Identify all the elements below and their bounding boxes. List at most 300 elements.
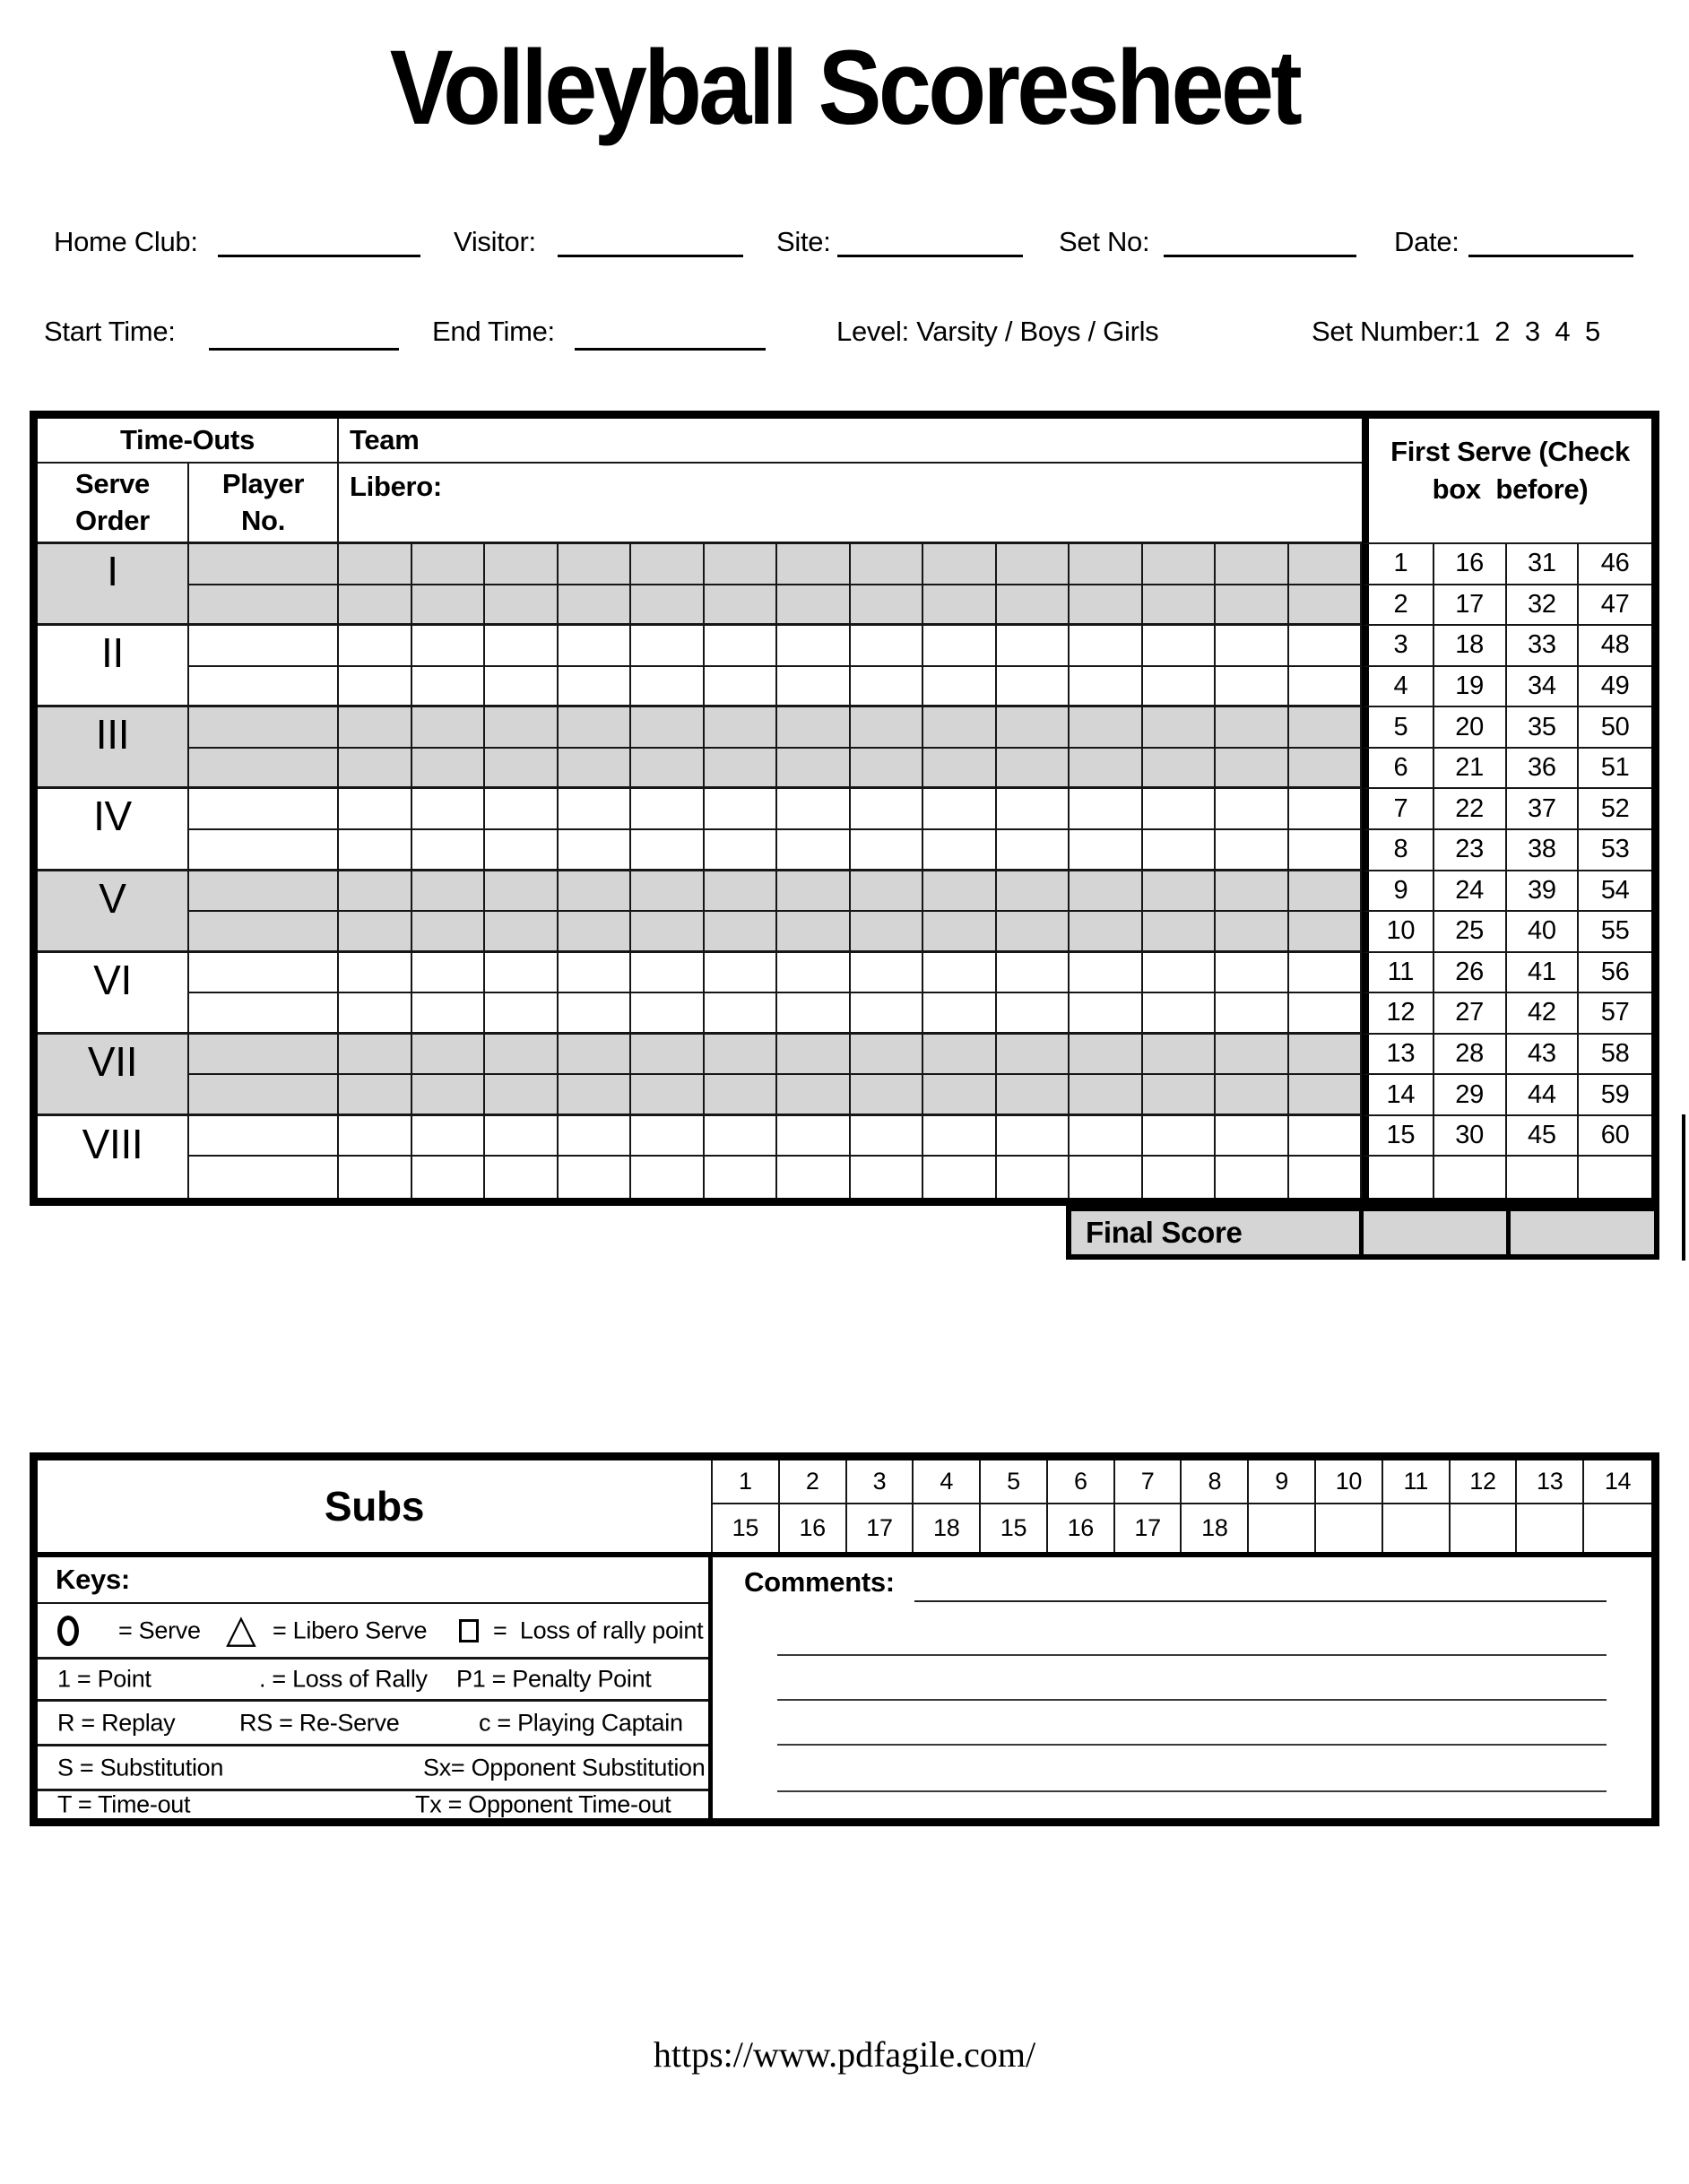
first-serve-header-line1: First Serve (Check — [1390, 436, 1630, 467]
first-serve-number-cell: 14 — [1362, 1075, 1434, 1116]
score-cell — [705, 993, 778, 1035]
subs-cell: 14 — [1584, 1460, 1651, 1504]
score-cell — [485, 953, 559, 994]
serve-key-label: = Serve — [118, 1616, 201, 1643]
score-cell — [777, 1157, 851, 1198]
score-cell — [412, 707, 486, 749]
score-cell — [1070, 830, 1143, 871]
first-serve-number-cell: 38 — [1507, 830, 1580, 871]
site-blank — [837, 255, 1023, 257]
first-serve-number-cell: 50 — [1579, 707, 1651, 749]
subs-cell: 17 — [847, 1504, 914, 1552]
first-serve-number-cell: 28 — [1434, 1035, 1507, 1076]
score-cell — [412, 953, 486, 994]
subs-cell: 12 — [1451, 1460, 1518, 1504]
player-no-header: Player No. — [189, 464, 339, 544]
keys-row-timeout: T = Time-out Tx = Opponent Time-out — [57, 1790, 671, 1818]
first-serve-number-cell: 37 — [1507, 789, 1580, 830]
score-cell — [339, 707, 412, 749]
score-cell — [631, 871, 705, 913]
score-cell — [1216, 1035, 1289, 1076]
score-cell — [777, 789, 851, 830]
score-cell — [705, 953, 778, 994]
score-cell — [997, 912, 1070, 953]
final-score-box-2 — [1511, 1211, 1654, 1254]
score-cell — [1216, 749, 1289, 790]
score-cell — [777, 707, 851, 749]
score-cell — [485, 1116, 559, 1157]
start-time-label: Start Time: — [44, 316, 176, 347]
score-cell — [412, 1157, 486, 1198]
subs-cell: 18 — [1182, 1504, 1249, 1552]
first-serve-number-cell: 8 — [1362, 830, 1434, 871]
score-cell — [631, 544, 705, 585]
first-serve-number-cell: 27 — [1434, 993, 1507, 1035]
score-cell — [1289, 789, 1363, 830]
score-cell — [997, 830, 1070, 871]
score-cell — [777, 871, 851, 913]
score-cell — [923, 749, 997, 790]
score-cell — [851, 1157, 924, 1198]
score-cell — [777, 585, 851, 627]
first-serve-number-cell: 20 — [1434, 707, 1507, 749]
first-serve-number-cell: 15 — [1362, 1116, 1434, 1157]
score-cell — [923, 993, 997, 1035]
score-cell — [1070, 544, 1143, 585]
score-cell — [1289, 993, 1363, 1035]
comments-label: Comments: — [744, 1566, 895, 1598]
score-cell — [339, 789, 412, 830]
score-cell — [1143, 707, 1217, 749]
keys-row-replay: R = Replay RS = Re-Serve c = Playing Captain — [38, 1702, 708, 1746]
subs-cell: 16 — [1048, 1504, 1115, 1552]
first-serve-number-cell: 5 — [1362, 707, 1434, 749]
score-cell — [851, 1075, 924, 1116]
score-cell — [705, 789, 778, 830]
score-cell — [412, 912, 486, 953]
subs-cell: 4 — [914, 1460, 981, 1504]
first-serve-number-cell: 26 — [1434, 953, 1507, 994]
score-cell — [1289, 871, 1363, 913]
player-no-cell — [189, 667, 339, 708]
subs-cell — [1249, 1504, 1316, 1552]
score-cell — [559, 667, 632, 708]
first-serve-number-cell: 2 — [1362, 585, 1434, 627]
player-no-cell — [189, 871, 339, 913]
score-cell — [705, 1075, 778, 1116]
subs-cell: 11 — [1383, 1460, 1451, 1504]
score-cell — [485, 871, 559, 913]
score-cell — [851, 912, 924, 953]
first-serve-number-cell: 51 — [1579, 749, 1651, 790]
date-label: Date: — [1394, 226, 1459, 257]
score-cell — [1070, 1116, 1143, 1157]
score-cell — [485, 585, 559, 627]
score-cell — [485, 749, 559, 790]
score-cell — [777, 953, 851, 994]
score-cell — [1070, 1157, 1143, 1198]
first-serve-number-cell: 49 — [1579, 667, 1651, 708]
score-cell — [923, 585, 997, 627]
score-cell — [1216, 953, 1289, 994]
score-cell — [777, 749, 851, 790]
first-serve-number-cell: 3 — [1362, 626, 1434, 667]
first-serve-number-cell: 22 — [1434, 789, 1507, 830]
score-cell — [777, 1035, 851, 1076]
score-cell — [412, 749, 486, 790]
footer-url[interactable]: https://www.pdfagile.com/ — [653, 2034, 1036, 2075]
score-cell — [777, 993, 851, 1035]
score-cell — [559, 749, 632, 790]
score-cell — [631, 585, 705, 627]
score-cell — [923, 1157, 997, 1198]
score-cell — [1143, 544, 1217, 585]
score-cell — [1070, 993, 1143, 1035]
first-serve-number-cell: 39 — [1507, 871, 1580, 913]
score-cell — [485, 707, 559, 749]
first-serve-number-cell: 57 — [1579, 993, 1651, 1035]
score-cell — [1216, 544, 1289, 585]
score-cell — [923, 871, 997, 913]
score-cell — [559, 1157, 632, 1198]
first-serve-number-cell: 32 — [1507, 585, 1580, 627]
first-serve-number-cell — [1362, 1157, 1434, 1198]
score-cell — [412, 871, 486, 913]
score-cell — [559, 1075, 632, 1116]
score-cell — [997, 585, 1070, 627]
score-cell — [777, 912, 851, 953]
serve-order-cell: VI — [38, 953, 189, 1035]
first-serve-number-cell: 10 — [1362, 912, 1434, 953]
player-no-cell — [189, 912, 339, 953]
serve-order-cell: I — [38, 544, 189, 626]
serve-order-cell: III — [38, 707, 189, 789]
score-cell — [705, 707, 778, 749]
score-cell — [1216, 1075, 1289, 1116]
first-serve-number-cell: 16 — [1434, 544, 1507, 585]
score-cell — [1289, 953, 1363, 994]
score-cell — [1289, 749, 1363, 790]
first-serve-header-line2: box before) — [1432, 472, 1589, 505]
first-serve-number-cell: 58 — [1579, 1035, 1651, 1076]
start-time-blank — [209, 348, 399, 351]
score-cell — [631, 749, 705, 790]
final-score-box-1 — [1364, 1211, 1511, 1254]
score-cell — [631, 626, 705, 667]
score-cell — [923, 544, 997, 585]
score-cell — [1216, 789, 1289, 830]
score-cell — [559, 953, 632, 994]
player-no-cell — [189, 585, 339, 627]
score-table — [30, 411, 1659, 1206]
bottom-section — [30, 1452, 1659, 1826]
score-cell — [851, 789, 924, 830]
score-cell — [1143, 1116, 1217, 1157]
keys-row-substitution: S = Substitution Sx= Opponent Substitution — [38, 1746, 708, 1791]
score-cell — [339, 1075, 412, 1116]
score-cell — [997, 1116, 1070, 1157]
set-number-label: Set Number:1 2 3 4 5 — [1312, 316, 1600, 347]
subs-cell — [1316, 1504, 1383, 1552]
first-serve-number-cell: 12 — [1362, 993, 1434, 1035]
score-cell — [851, 953, 924, 994]
level-label: Level: Varsity / Boys / Girls — [836, 316, 1159, 347]
score-cell — [851, 707, 924, 749]
score-cell — [1289, 1116, 1363, 1157]
score-cell — [777, 626, 851, 667]
score-cell — [1070, 871, 1143, 913]
score-cell — [1070, 912, 1143, 953]
score-cell — [412, 544, 486, 585]
score-cell — [923, 1075, 997, 1116]
first-serve-number-cell: 21 — [1434, 749, 1507, 790]
score-cell — [1143, 1075, 1217, 1116]
first-serve-number-cell: 7 — [1362, 789, 1434, 830]
subs-cell: 18 — [914, 1504, 981, 1552]
score-cell — [705, 544, 778, 585]
score-cell — [339, 667, 412, 708]
player-no-cell — [189, 1075, 339, 1116]
score-cell — [631, 1075, 705, 1116]
score-cell — [485, 626, 559, 667]
score-cell — [1216, 626, 1289, 667]
first-serve-number-cell: 48 — [1579, 626, 1651, 667]
subs-cell — [1451, 1504, 1518, 1552]
score-cell — [631, 993, 705, 1035]
score-cell — [1216, 1157, 1289, 1198]
score-cell — [1143, 585, 1217, 627]
score-cell — [705, 830, 778, 871]
comments-line — [777, 1744, 1607, 1746]
score-cell — [412, 830, 486, 871]
subs-cell: 17 — [1115, 1504, 1182, 1552]
first-serve-number-cell: 34 — [1507, 667, 1580, 708]
first-serve-number-cell: 18 — [1434, 626, 1507, 667]
comments-line — [914, 1600, 1607, 1602]
serve-circle-icon — [57, 1616, 79, 1646]
site-label: Site: — [776, 226, 831, 257]
first-serve-number-cell: 59 — [1579, 1075, 1651, 1116]
score-cell — [1289, 1035, 1363, 1076]
score-cell — [559, 585, 632, 627]
subs-cell: 7 — [1115, 1460, 1182, 1504]
first-serve-number-cell: 35 — [1507, 707, 1580, 749]
score-cell — [851, 871, 924, 913]
keys-panel — [38, 1552, 713, 1818]
subs-cell: 16 — [780, 1504, 847, 1552]
score-cell — [631, 830, 705, 871]
score-cell — [339, 544, 412, 585]
score-cell — [923, 1035, 997, 1076]
first-serve-number-cell: 55 — [1579, 912, 1651, 953]
score-cell — [1070, 1035, 1143, 1076]
score-cell — [777, 830, 851, 871]
score-cell — [1289, 707, 1363, 749]
score-cell — [1143, 626, 1217, 667]
score-cell — [485, 830, 559, 871]
score-cell — [559, 871, 632, 913]
score-cell — [997, 667, 1070, 708]
first-serve-number-cell: 17 — [1434, 585, 1507, 627]
score-cell — [997, 626, 1070, 667]
score-cell — [851, 830, 924, 871]
score-cell — [851, 1035, 924, 1076]
score-cell — [1143, 749, 1217, 790]
score-cell — [412, 667, 486, 708]
score-cell — [1143, 789, 1217, 830]
player-no-cell — [189, 749, 339, 790]
serve-order-cell: VII — [38, 1035, 189, 1116]
libero-serve-key-label: = Libero Serve — [273, 1616, 428, 1643]
subs-cell: 15 — [713, 1504, 780, 1552]
score-cell — [851, 544, 924, 585]
score-cell — [1143, 1035, 1217, 1076]
score-cell — [1289, 912, 1363, 953]
score-cell — [1216, 707, 1289, 749]
score-cell — [631, 953, 705, 994]
score-cell — [997, 544, 1070, 585]
score-cell — [997, 871, 1070, 913]
score-cell — [485, 912, 559, 953]
score-cell — [485, 1075, 559, 1116]
serve-order-cell: IV — [38, 789, 189, 871]
subs-cell: 15 — [981, 1504, 1048, 1552]
score-cell — [1070, 1075, 1143, 1116]
score-cell — [412, 1075, 486, 1116]
score-cell — [923, 789, 997, 830]
score-cell — [705, 585, 778, 627]
score-cell — [485, 667, 559, 708]
first-serve-number-cell: 6 — [1362, 749, 1434, 790]
keys-row-point: 1 = Point . = Loss of Rally P1 = Penalty Point — [38, 1660, 708, 1702]
score-cell — [1070, 953, 1143, 994]
first-serve-number-cell: 56 — [1579, 953, 1651, 994]
score-cell — [412, 993, 486, 1035]
score-cell — [997, 1157, 1070, 1198]
score-cell — [851, 993, 924, 1035]
subs-cell: 3 — [847, 1460, 914, 1504]
score-cell — [923, 667, 997, 708]
first-serve-number-cell: 47 — [1579, 585, 1651, 627]
visitor-blank — [558, 255, 743, 257]
score-cell — [631, 707, 705, 749]
score-cell — [339, 953, 412, 994]
score-cell — [1143, 993, 1217, 1035]
score-cell — [631, 1035, 705, 1076]
first-serve-number-cell: 52 — [1579, 789, 1651, 830]
score-cell — [923, 830, 997, 871]
score-cell — [851, 749, 924, 790]
score-cell — [412, 1035, 486, 1076]
score-cell — [412, 585, 486, 627]
score-cell — [1216, 871, 1289, 913]
first-serve-number-cell: 53 — [1579, 830, 1651, 871]
score-cell — [997, 789, 1070, 830]
subs-cell: 6 — [1048, 1460, 1115, 1504]
comments-panel — [713, 1552, 1651, 1818]
score-cell — [1143, 953, 1217, 994]
score-cell — [1289, 1157, 1363, 1198]
score-cell — [997, 953, 1070, 994]
first-serve-number-cell: 19 — [1434, 667, 1507, 708]
score-cell — [705, 1157, 778, 1198]
score-cell — [631, 912, 705, 953]
serve-order-header: Serve Order — [38, 464, 189, 544]
score-cell — [1289, 1075, 1363, 1116]
player-no-cell — [189, 1157, 339, 1198]
score-cell — [1070, 626, 1143, 667]
first-serve-number-cell: 42 — [1507, 993, 1580, 1035]
visitor-label: Visitor: — [454, 226, 536, 257]
first-serve-number-cell: 41 — [1507, 953, 1580, 994]
end-time-label: End Time: — [432, 316, 555, 347]
subs-cell: 8 — [1182, 1460, 1249, 1504]
first-serve-number-cell: 46 — [1579, 544, 1651, 585]
first-serve-number-cell: 45 — [1507, 1116, 1580, 1157]
comments-line — [777, 1699, 1607, 1701]
first-serve-number-cell: 30 — [1434, 1116, 1507, 1157]
score-cell — [1289, 667, 1363, 708]
score-cell — [485, 1035, 559, 1076]
score-cell — [631, 667, 705, 708]
serve-order-cell: VIII — [38, 1116, 189, 1198]
score-cell — [485, 544, 559, 585]
score-cell — [1143, 912, 1217, 953]
date-blank — [1468, 255, 1633, 257]
score-cell — [851, 1116, 924, 1157]
first-serve-number-cell: 36 — [1507, 749, 1580, 790]
home-club-label: Home Club: — [54, 226, 198, 257]
first-serve-number-cell: 9 — [1362, 871, 1434, 913]
score-cell — [1143, 667, 1217, 708]
score-cell — [1070, 789, 1143, 830]
subs-cell: 9 — [1249, 1460, 1316, 1504]
score-cell — [485, 1157, 559, 1198]
player-no-cell — [189, 544, 339, 585]
score-cell — [631, 1157, 705, 1198]
score-cell — [1143, 871, 1217, 913]
score-cell — [1216, 993, 1289, 1035]
score-cell — [1070, 667, 1143, 708]
score-cell — [1070, 585, 1143, 627]
keys-title: Keys: — [56, 1564, 130, 1595]
libero-header: Libero: — [339, 464, 1362, 544]
score-cell — [1216, 912, 1289, 953]
first-serve-number-cell: 13 — [1362, 1035, 1434, 1076]
score-cell — [559, 1035, 632, 1076]
team-header: Team — [339, 419, 1362, 464]
final-score-row — [1066, 1206, 1659, 1260]
score-cell — [339, 1035, 412, 1076]
keys-title-row — [38, 1557, 708, 1604]
score-cell — [559, 993, 632, 1035]
score-cell — [705, 912, 778, 953]
first-serve-number-cell: 11 — [1362, 953, 1434, 994]
score-cell — [777, 544, 851, 585]
score-cell — [339, 830, 412, 871]
set-no-blank — [1164, 255, 1356, 257]
score-cell — [923, 626, 997, 667]
score-cell — [705, 749, 778, 790]
score-cell — [705, 1035, 778, 1076]
page-edge-artifact — [1682, 1114, 1685, 1261]
home-club-blank — [218, 255, 420, 257]
score-cell — [997, 1035, 1070, 1076]
timeouts-header: Time-Outs — [38, 419, 339, 464]
first-serve-number-cell: 25 — [1434, 912, 1507, 953]
player-no-cell — [189, 830, 339, 871]
first-serve-number-cell: 31 — [1507, 544, 1580, 585]
